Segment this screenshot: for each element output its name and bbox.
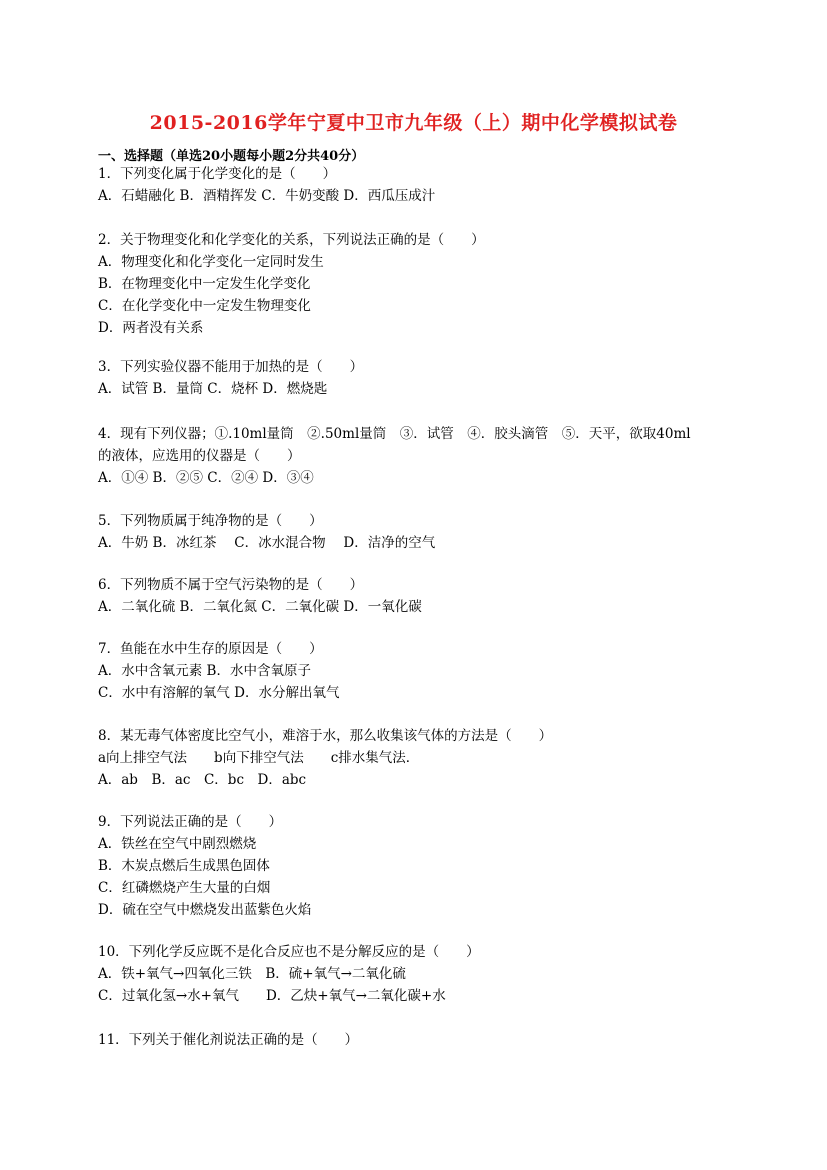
question-3 [98,356,363,400]
question-option-line: D．硫在空气中燃烧发出蓝紫色火焰 [98,902,312,918]
question-7 [98,638,339,704]
question-8 [98,725,552,791]
question-option-line: B．木炭点燃后生成黑色固体 [98,858,270,874]
question-option-line: C．红磷燃烧产生大量的白烟 [98,880,271,896]
question-option-line: A．①④ B．②⑤ C．②④ D．③④ [98,470,314,486]
question-option-line: A．牛奶 B．冰红茶 C．冰水混合物 D．洁净的空气 [98,535,436,551]
question-stem: 6．下列物质不属于空气污染物的是（ ） [98,577,364,593]
question-option-line: D．两者没有关系 [98,320,204,336]
question-10 [98,941,480,1007]
question-option-line: B．在物理变化中一定发生化学变化 [98,276,311,292]
question-option-line: A．ab B．ac C．bc D．abc [98,772,307,788]
question-option-line: C．在化学变化中一定发生物理变化 [98,298,311,314]
question-stem: 11．下列关于催化剂说法正确的是（ ） [98,1032,359,1048]
question-stem: 7．鱼能在水中生存的原因是（ ） [98,641,323,657]
question-4 [98,423,691,489]
question-stem: 5．下列物质属于纯净物的是（ ） [98,513,323,529]
question-option-line: A．二氧化硫 B．二氧化氮 C．二氧化碳 D．一氧化碳 [98,599,422,615]
page-title: 2015-2016学年宁夏中卫市九年级（上）期中化学模拟试卷 [149,112,678,134]
question-option-line: A．试管 B．量筒 C．烧杯 D．燃烧匙 [98,381,328,397]
section-heading: 一、选择题（单选20小题每小题2分共40分） [98,149,365,164]
question-stem: 8．某无毒气体密度比空气小，难溶于水，那么收集该气体的方法是（ ） [98,728,553,744]
question-6 [98,574,422,618]
question-option-line: A．物理变化和化学变化一定同时发生 [98,254,324,270]
question-option-line: A．水中含氧元素 B．水中含氧原子 [98,663,311,679]
question-11 [98,1029,358,1051]
question-5 [98,510,435,554]
question-1 [98,163,435,207]
question-option-line: A．石蜡融化 B．酒精挥发 C．牛奶变酸 D．西瓜压成汁 [98,188,436,204]
question-stem: 9．下列说法正确的是（ ） [98,814,283,830]
question-9 [98,811,311,921]
question-option-line: 的液体，应选用的仪器是（ ） [98,448,301,464]
question-option-line: A．铁丝在空气中剧烈燃烧 [98,836,257,852]
question-stem: 1．下列变化属于化学变化的是（ ） [98,166,337,182]
question-stem: 4．现有下列仪器；①.10ml量筒 ②.50ml量筒 ③．试管 ④．胶头滴管 ⑤．天平，欲取40ml [98,426,691,442]
question-stem: 10．下列化学反应既不是化合反应也不是分解反应的是（ ） [98,944,480,960]
question-option-line: C．水中有溶解的氧气 D．水分解出氧气 [98,685,340,701]
question-stem: 2．关于物理变化和化学变化的关系，下列说法正确的是（ ） [98,232,485,248]
question-stem: 3．下列实验仪器不能用于加热的是（ ） [98,359,364,375]
question-option-line: a向上排空气法 b向下排空气法 c排水集气法． [98,750,420,766]
question-option-line: C．过氧化氢→水+氧气 D．乙炔+氧气→二氧化碳+水 [98,988,446,1004]
question-2 [98,229,485,339]
question-option-line: A．铁+氧气→四氧化三铁 B．硫+氧气→二氧化硫 [98,966,406,982]
